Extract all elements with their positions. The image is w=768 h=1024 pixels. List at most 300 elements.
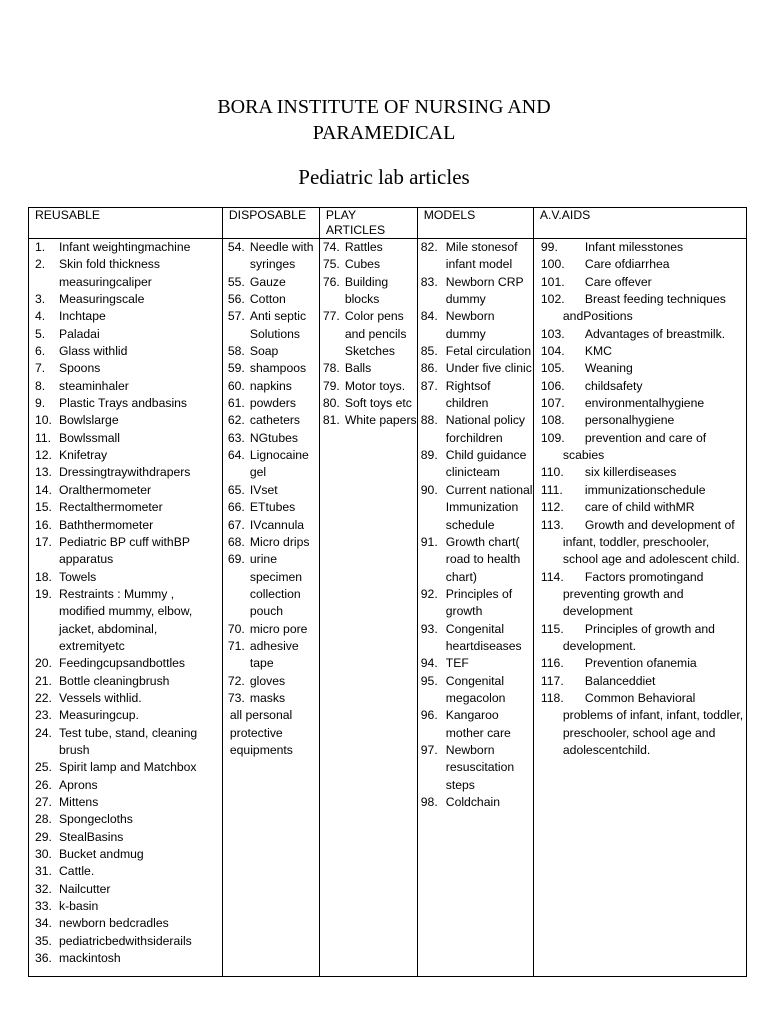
item-number: 102. — [540, 292, 565, 307]
item-number: 99. — [540, 240, 558, 254]
item-text: k-basin — [59, 899, 99, 914]
item-number: 32. — [35, 881, 52, 896]
item-number: 69. — [227, 552, 245, 567]
item-number: 117. — [540, 673, 564, 688]
item-number: 24. — [35, 725, 52, 740]
list-item — [29, 673, 222, 690]
header-models: MODELS — [417, 208, 533, 239]
list-item — [29, 933, 222, 950]
item-text: Dressingtraywithdrapers — [59, 465, 191, 480]
reusable-cell — [29, 239, 223, 977]
item-text: shampoos — [249, 361, 307, 376]
list-item — [29, 412, 222, 429]
list-item — [29, 378, 222, 395]
item-number: 66. — [227, 500, 245, 515]
item-text: Skin fold thickness measuringcaliper — [59, 257, 160, 289]
item-number: 10. — [35, 413, 52, 428]
item-text: Child guidance clinicteam — [445, 448, 527, 480]
header-play-articles: PLAY ARTICLES — [319, 208, 417, 239]
item-text: six killerdiseases — [584, 465, 677, 480]
item-text: Pediatric BP cuff withBP apparatus — [59, 534, 190, 567]
list-item — [223, 638, 319, 673]
item-text: Oralthermometer — [59, 482, 152, 497]
item-number: 28. — [35, 812, 52, 827]
item-number: 3. — [35, 292, 46, 307]
list-item — [29, 725, 222, 760]
item-text: powders — [249, 396, 296, 411]
list-item — [534, 326, 746, 343]
item-text: Cubes — [344, 257, 381, 272]
item-text: Bowlssmall — [59, 430, 120, 445]
list-item — [223, 482, 319, 499]
item-text: Micro drips — [249, 534, 310, 549]
item-text: childsafety — [584, 378, 643, 393]
list-item — [534, 517, 746, 569]
item-number: 71. — [227, 638, 245, 653]
item-number: 85. — [420, 344, 438, 359]
list-item — [29, 829, 222, 846]
item-text: catheters — [249, 413, 301, 428]
item-number: 107. — [540, 396, 565, 411]
list-item — [418, 742, 533, 794]
item-number: 108. — [540, 413, 565, 428]
item-text: Color pens and pencils Sketches — [344, 309, 407, 359]
item-number: 4. — [35, 309, 46, 324]
item-text: Spongecloths — [59, 812, 133, 827]
header-disposable: DISPOSABLE — [222, 208, 319, 239]
item-text: Needle with syringes — [249, 240, 314, 272]
list-item — [29, 915, 222, 932]
item-text: Spoons — [59, 361, 101, 376]
item-number: 104. — [540, 344, 565, 359]
item-text: Motor toys. — [344, 378, 406, 393]
item-number: 23. — [35, 708, 52, 723]
list-item — [320, 308, 417, 360]
item-text: Principles of growth and development. — [562, 621, 715, 653]
list-item — [320, 360, 417, 377]
list-item — [29, 655, 222, 672]
item-number: 18. — [35, 569, 52, 584]
item-number: 114. — [540, 569, 564, 584]
item-number: 63. — [227, 430, 245, 445]
item-number: 113. — [540, 517, 564, 532]
item-text: Cotton — [249, 292, 286, 307]
item-text: Balanceddiet — [584, 673, 656, 688]
item-number: 58. — [227, 344, 245, 359]
list-item — [29, 517, 222, 534]
item-text: adhesive tape — [249, 638, 299, 671]
item-text: napkins — [249, 378, 292, 393]
item-number: 14. — [35, 482, 52, 497]
list-item — [534, 274, 746, 291]
item-text: mackintosh — [59, 951, 121, 966]
item-text: prevention and care of scabies — [562, 430, 707, 463]
item-number: 72. — [227, 673, 245, 688]
list-item — [223, 291, 319, 308]
item-text: Restraints : Mummy , modified mummy, elbow, jacket, abdominal, extremityetc — [59, 586, 193, 653]
item-number: 11. — [35, 430, 52, 445]
item-text: Current national Immunization schedule — [445, 482, 533, 532]
list-item — [29, 430, 222, 447]
list-item — [223, 447, 319, 482]
disposable-cell — [222, 239, 319, 977]
list-item — [29, 447, 222, 464]
item-number: 93. — [420, 621, 438, 636]
list-item — [223, 412, 319, 429]
item-text: Gauze — [249, 274, 286, 289]
item-text: Newborn CRP dummy — [445, 274, 524, 307]
list-item — [418, 655, 533, 672]
list-item — [534, 291, 746, 326]
item-text: Factors promotingand preventing growth and development — [562, 569, 704, 619]
list-item — [29, 291, 222, 308]
item-number: 57. — [227, 309, 245, 324]
list-item — [418, 586, 533, 621]
item-text: Inchtape — [59, 309, 106, 324]
reusable-list — [29, 239, 222, 967]
item-text: Advantages of breastmilk. — [584, 326, 726, 341]
item-text: Care ofdiarrhea — [584, 257, 670, 272]
list-item — [29, 846, 222, 863]
item-text: pediatricbedwithsiderails — [59, 933, 192, 948]
list-item — [418, 239, 533, 274]
list-item — [29, 881, 222, 898]
list-item — [418, 707, 533, 742]
item-number: 16. — [35, 517, 52, 532]
item-number: 17. — [35, 534, 52, 549]
item-number: 60. — [227, 378, 245, 393]
item-number: 13. — [35, 465, 52, 480]
item-number: 6. — [35, 344, 46, 359]
list-item — [418, 447, 533, 482]
list-item — [534, 256, 746, 273]
item-text: Soap — [249, 344, 279, 359]
item-text: Rattles — [344, 240, 383, 254]
item-number: 97. — [420, 742, 438, 757]
item-text: newborn bedcradles — [59, 916, 169, 931]
item-number: 27. — [35, 795, 52, 809]
list-item — [29, 707, 222, 724]
list-item — [223, 517, 319, 534]
list-item — [29, 239, 222, 256]
list-item — [320, 256, 417, 273]
item-number: 83. — [420, 274, 438, 289]
list-item — [534, 499, 746, 516]
list-item — [320, 395, 417, 412]
list-item — [29, 777, 222, 794]
item-text: Breast feeding techniques andPositions — [562, 292, 726, 324]
item-number: 29. — [35, 829, 52, 844]
list-item — [29, 482, 222, 499]
item-number: 5. — [35, 326, 46, 341]
av-aids-list — [534, 239, 746, 759]
institute-title-line-2: PARAMEDICAL — [312, 122, 456, 144]
item-number: 22. — [35, 690, 52, 705]
item-text: IVcannula — [249, 517, 305, 532]
item-text: Rightsof children — [445, 378, 491, 411]
document-subtitle: Pediatric lab articles — [298, 165, 470, 189]
item-text: Newborn resuscitation steps — [445, 742, 515, 792]
item-text: National policy forchildren — [445, 413, 526, 445]
item-number: 35. — [35, 933, 52, 948]
list-item — [29, 863, 222, 880]
list-item — [29, 395, 222, 412]
item-number: 79. — [322, 378, 340, 393]
item-text: Nailcutter — [59, 881, 111, 896]
item-text: Spirit lamp and Matchbox — [59, 760, 197, 775]
item-number: 103. — [540, 326, 565, 341]
list-item — [418, 360, 533, 377]
list-item — [534, 655, 746, 672]
models-list — [418, 239, 533, 811]
item-number: 81. — [322, 413, 340, 428]
item-number: 74. — [322, 240, 340, 254]
item-number: 89. — [420, 448, 438, 463]
item-number: 25. — [35, 760, 52, 775]
item-number: 65. — [227, 482, 245, 497]
item-number: 76. — [322, 274, 340, 289]
item-number: 68. — [227, 534, 245, 549]
item-number: 87. — [420, 378, 438, 393]
list-item — [534, 378, 746, 395]
item-text: Plastic Trays andbasins — [59, 396, 188, 411]
item-number: 54. — [227, 240, 245, 254]
disposable-extra-note: all personal protective equipments — [229, 708, 293, 757]
list-item — [29, 360, 222, 377]
item-number: 106. — [540, 378, 565, 393]
list-item — [534, 482, 746, 499]
item-text: Bottle cleaningbrush — [59, 673, 170, 688]
list-item — [223, 378, 319, 395]
list-item — [320, 274, 417, 309]
item-number: 2. — [35, 257, 46, 272]
item-text: NGtubes — [249, 430, 298, 445]
item-text: Bucket andmug — [59, 847, 144, 862]
models-cell — [417, 239, 533, 977]
item-text: White papers — [344, 413, 417, 428]
lab-articles-table — [28, 207, 747, 977]
item-text: gloves — [249, 673, 286, 688]
item-text: urine specimen collection pouch — [249, 552, 303, 619]
item-number: 115. — [540, 621, 564, 636]
item-text: Balls — [344, 361, 372, 376]
list-item — [223, 534, 319, 551]
list-item — [418, 482, 533, 534]
item-number: 9. — [35, 396, 46, 411]
item-number: 100. — [540, 257, 565, 272]
list-item — [29, 534, 222, 569]
item-text: Baththermometer — [59, 517, 154, 532]
item-text: Bowlslarge — [59, 413, 119, 428]
list-item — [223, 673, 319, 690]
item-text: Measuringscale — [59, 292, 145, 307]
item-text: Building blocks — [344, 274, 389, 307]
list-item — [223, 308, 319, 343]
item-number: 90. — [420, 482, 438, 497]
item-text: Growth chart( road to health chart) — [445, 534, 521, 584]
item-text: Newborn dummy — [445, 309, 495, 341]
item-number: 112. — [540, 500, 564, 515]
item-number: 84. — [420, 309, 438, 324]
item-number: 70. — [227, 621, 245, 636]
list-item — [418, 308, 533, 343]
item-text: Under five clinic — [445, 361, 532, 376]
item-number: 67. — [227, 517, 245, 532]
item-text: Soft toys etc — [344, 396, 412, 411]
list-item — [29, 586, 222, 655]
item-text: Paladai — [59, 326, 100, 341]
item-number: 21. — [35, 673, 52, 688]
list-item — [534, 395, 746, 412]
item-number: 34. — [35, 916, 52, 931]
list-item — [29, 690, 222, 707]
list-item — [223, 239, 319, 274]
list-item — [320, 412, 417, 429]
list-item — [223, 360, 319, 377]
list-item — [29, 759, 222, 776]
item-text: Measuringcup. — [59, 708, 139, 723]
list-item — [418, 673, 533, 708]
item-text: Feedingcupsandbottles — [59, 656, 186, 671]
item-text: Congenital megacolon — [445, 673, 506, 705]
item-text: Glass withlid — [59, 344, 128, 359]
table-body-row — [29, 239, 747, 977]
list-item — [29, 256, 222, 291]
item-text: Lignocaine gel — [249, 448, 309, 480]
item-text: Fetal circulation — [445, 344, 532, 359]
item-number: 75. — [322, 257, 340, 272]
list-item — [29, 308, 222, 325]
item-text: Coldchain — [445, 795, 500, 809]
item-number: 88. — [420, 413, 438, 428]
item-text: Infant weightingmachine — [59, 240, 191, 254]
list-item — [534, 412, 746, 429]
disposable-list — [223, 239, 319, 707]
institute-title-line-1: BORA INSTITUTE OF NURSING AND — [217, 96, 551, 118]
list-item — [29, 569, 222, 586]
item-text: Principles of growth — [445, 586, 513, 619]
item-number: 1. — [35, 240, 46, 254]
play-articles-cell — [319, 239, 417, 977]
list-item — [223, 395, 319, 412]
list-item — [29, 343, 222, 360]
play-articles-list — [320, 239, 417, 430]
item-number: 96. — [420, 708, 438, 723]
list-item — [534, 343, 746, 360]
list-item — [534, 690, 746, 759]
list-item — [418, 534, 533, 586]
item-text: Knifetray — [59, 448, 108, 463]
item-text: Vessels withlid. — [59, 690, 142, 705]
list-item — [418, 378, 533, 413]
item-number: 15. — [35, 500, 52, 515]
item-number: 101. — [540, 274, 565, 289]
item-number: 95. — [420, 673, 438, 688]
item-number: 64. — [227, 448, 245, 463]
item-text: environmentalhygiene — [584, 396, 705, 411]
list-item — [223, 499, 319, 516]
table-header-row — [29, 208, 747, 239]
item-number: 12. — [35, 448, 52, 463]
list-item — [29, 794, 222, 811]
item-text: Common Behavioral problems of infant, infant, toddler, preschooler, school age and adolescentchild. — [562, 690, 744, 757]
list-item — [320, 378, 417, 395]
item-number: 7. — [35, 361, 46, 376]
list-item — [534, 673, 746, 690]
item-number: 56. — [227, 292, 245, 307]
item-number: 80. — [322, 396, 340, 411]
item-number: 33. — [35, 899, 52, 914]
list-item — [29, 898, 222, 915]
item-text: ETtubes — [249, 500, 296, 515]
list-item — [223, 274, 319, 291]
list-item — [418, 794, 533, 811]
item-number: 19. — [35, 586, 52, 601]
list-item — [29, 499, 222, 516]
item-text: Weaning — [584, 361, 633, 376]
list-item — [223, 621, 319, 638]
list-item — [534, 621, 746, 656]
item-number: 59. — [227, 361, 245, 376]
list-item — [534, 239, 746, 256]
item-number: 55. — [227, 274, 245, 289]
item-number: 8. — [35, 378, 46, 393]
item-text: Kangaroo mother care — [445, 708, 511, 740]
item-number: 111. — [540, 482, 563, 497]
item-text: Test tube, stand, cleaning brush — [59, 725, 198, 757]
item-number: 86. — [420, 361, 438, 376]
list-item — [418, 412, 533, 447]
item-number: 31. — [35, 864, 52, 879]
item-text: masks — [249, 690, 286, 705]
list-item — [223, 690, 319, 707]
item-text: personalhygiene — [584, 413, 675, 428]
item-text: Growth and development of infant, toddler, preschooler, school age and adolescent child. — [562, 517, 740, 567]
list-item — [29, 464, 222, 481]
item-number: 36. — [35, 951, 52, 966]
av-aids-cell — [533, 239, 746, 977]
list-item — [534, 360, 746, 377]
item-number: 116. — [540, 656, 564, 671]
item-number: 62. — [227, 413, 245, 428]
item-number: 105. — [540, 361, 565, 376]
item-number: 109. — [540, 430, 565, 445]
item-text: StealBasins — [59, 829, 124, 844]
list-item — [29, 811, 222, 828]
item-text: Mittens — [59, 795, 99, 809]
item-text: Care offever — [584, 274, 652, 289]
item-number: 78. — [322, 361, 340, 376]
list-item — [223, 551, 319, 620]
item-number: 77. — [322, 309, 340, 324]
item-number: 30. — [35, 847, 52, 862]
item-number: 20. — [35, 656, 52, 671]
list-item — [534, 464, 746, 481]
item-number: 73. — [227, 690, 245, 705]
header-av-aids: A.V.AIDS — [533, 208, 746, 239]
item-number: 94. — [420, 656, 438, 671]
item-number: 92. — [420, 586, 438, 601]
item-text: care of child withMR — [584, 500, 695, 515]
item-text: Towels — [59, 569, 97, 584]
item-number: 61. — [227, 396, 245, 411]
list-item — [418, 621, 533, 656]
list-item — [29, 326, 222, 343]
item-text: Anti septic Solutions — [249, 309, 307, 341]
list-item — [320, 239, 417, 256]
list-item — [29, 950, 222, 967]
item-text: KMC — [584, 344, 612, 359]
